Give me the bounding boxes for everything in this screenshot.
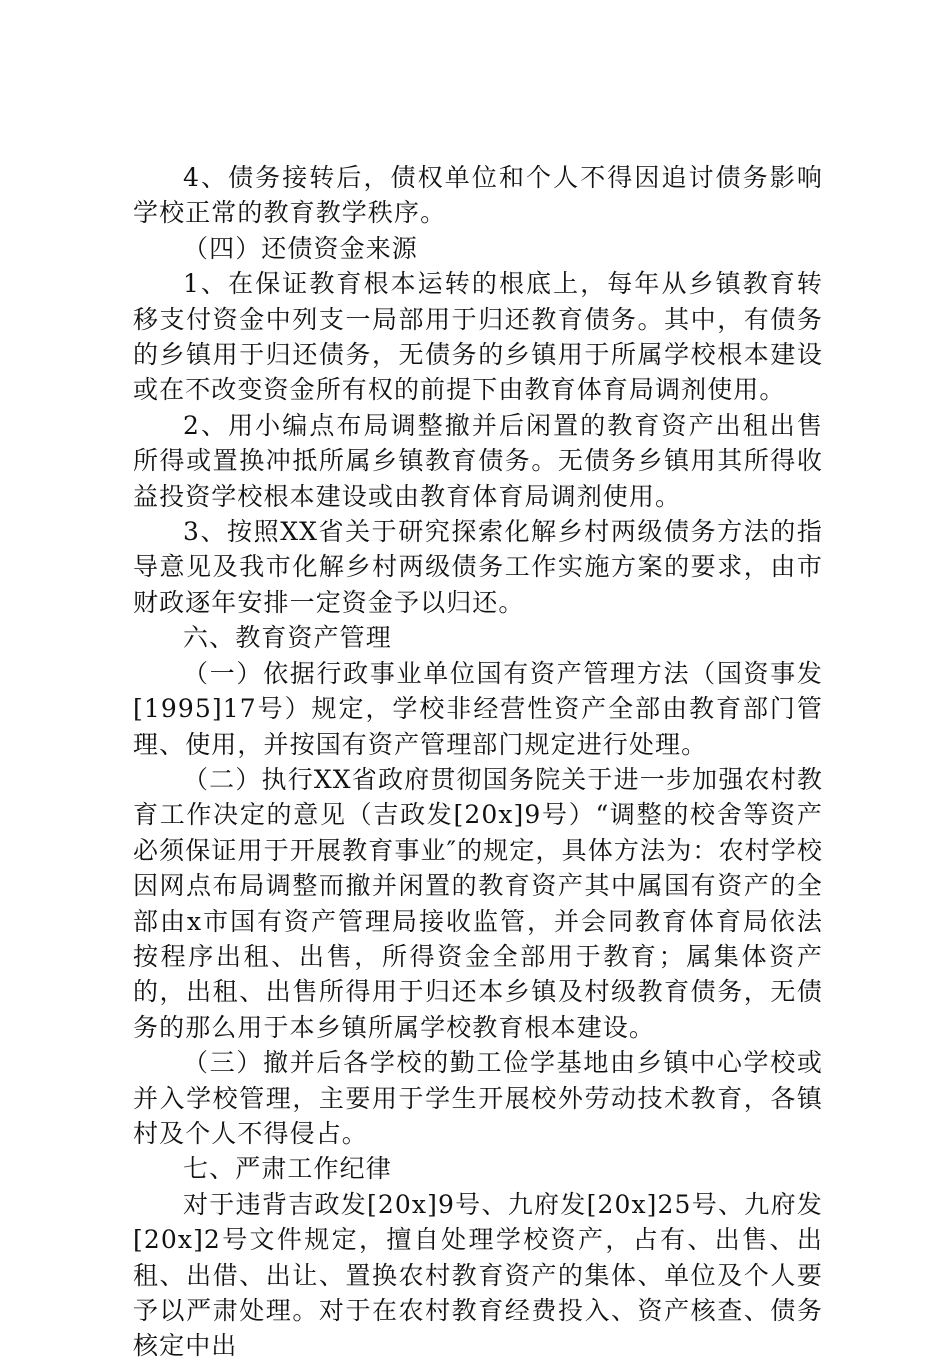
paragraph-fund-source-3: 3、按照XX省关于研究探索化解乡村两级债务方法的指导意见及我市化解乡村两级债务工作实施方案的要求，由市财政逐年安排一定资金予以归还。 [133,517,823,617]
paragraph-debt-transfer: 4、债务接转后，债权单位和个人不得因追讨债务影响学校正常的教育教学秩序。 [133,163,823,228]
paragraph-asset-2: （二）执行XX省政府贯彻国务院关于进一步加强农村教育工作决定的意见（吉政发[20x]9号）“调整的校舍等资产必须保证用于开展教育事业″的规定，具体方法为：农村学校因网点布局调整而撤并闲置的教育资产其中属国有资产的全部由x市国有资产管理局接收监管，并会同教育体育局依法按程序出租、出售，所得资金全部用于教育；属集体资产的，出租、出售所得用于归还本乡镇及村级教育债务，无债务的那么用于本乡镇所属学校教育根本建设。 [133,764,823,1042]
paragraph-asset-3: （三）撤并后各学校的勤工俭学基地由乡镇中心学校或并入学校管理，主要用于学生开展校外劳动技术教育，各镇村及个人不得侵占。 [133,1048,823,1148]
paragraph-fund-source-2: 2、用小编点布局调整撤并后闲置的教育资产出租出售所得或置换冲抵所属乡镇教育债务。无债务乡镇用其所得收益投资学校根本建设或由教育体育局调剂使用。 [133,410,823,511]
paragraph-fund-source-1: 1、在保证教育根本运转的根底上，每年从乡镇教育转移支付资金中列支一局部用于归还教育债务。其中，有债务的乡镇用于归还债务，无债务的乡镇用于所属学校根本建设或在不改变资金所有权的前提下由教育体育局调剂使用。 [133,269,823,405]
paragraph-discipline: 对于违背吉政发[20x]9号、九府发[20x]25号、九府发[20x]2号文件规定，擅自处理学校资产，占有、出售、出租、出借、出让、置换农村教育资产的集体、单位及个人要予以严肃处理。对于在农村教育经费投入、资产核查、债务核定中出 [133,1189,823,1361]
paragraph-asset-1: （一）依据行政事业单位国有资产管理方法（国资事发[1995]17号）规定，学校非经营性资产全部由教育部门管理、使用，并按国有资产管理部门规定进行处理。 [133,658,823,759]
heading-repayment-funds: （四）还债资金来源 [183,233,418,263]
heading-asset-management: 六、教育资产管理 [183,623,392,653]
heading-work-discipline: 七、严肃工作纪律 [183,1154,392,1184]
document-body [133,160,823,1364]
